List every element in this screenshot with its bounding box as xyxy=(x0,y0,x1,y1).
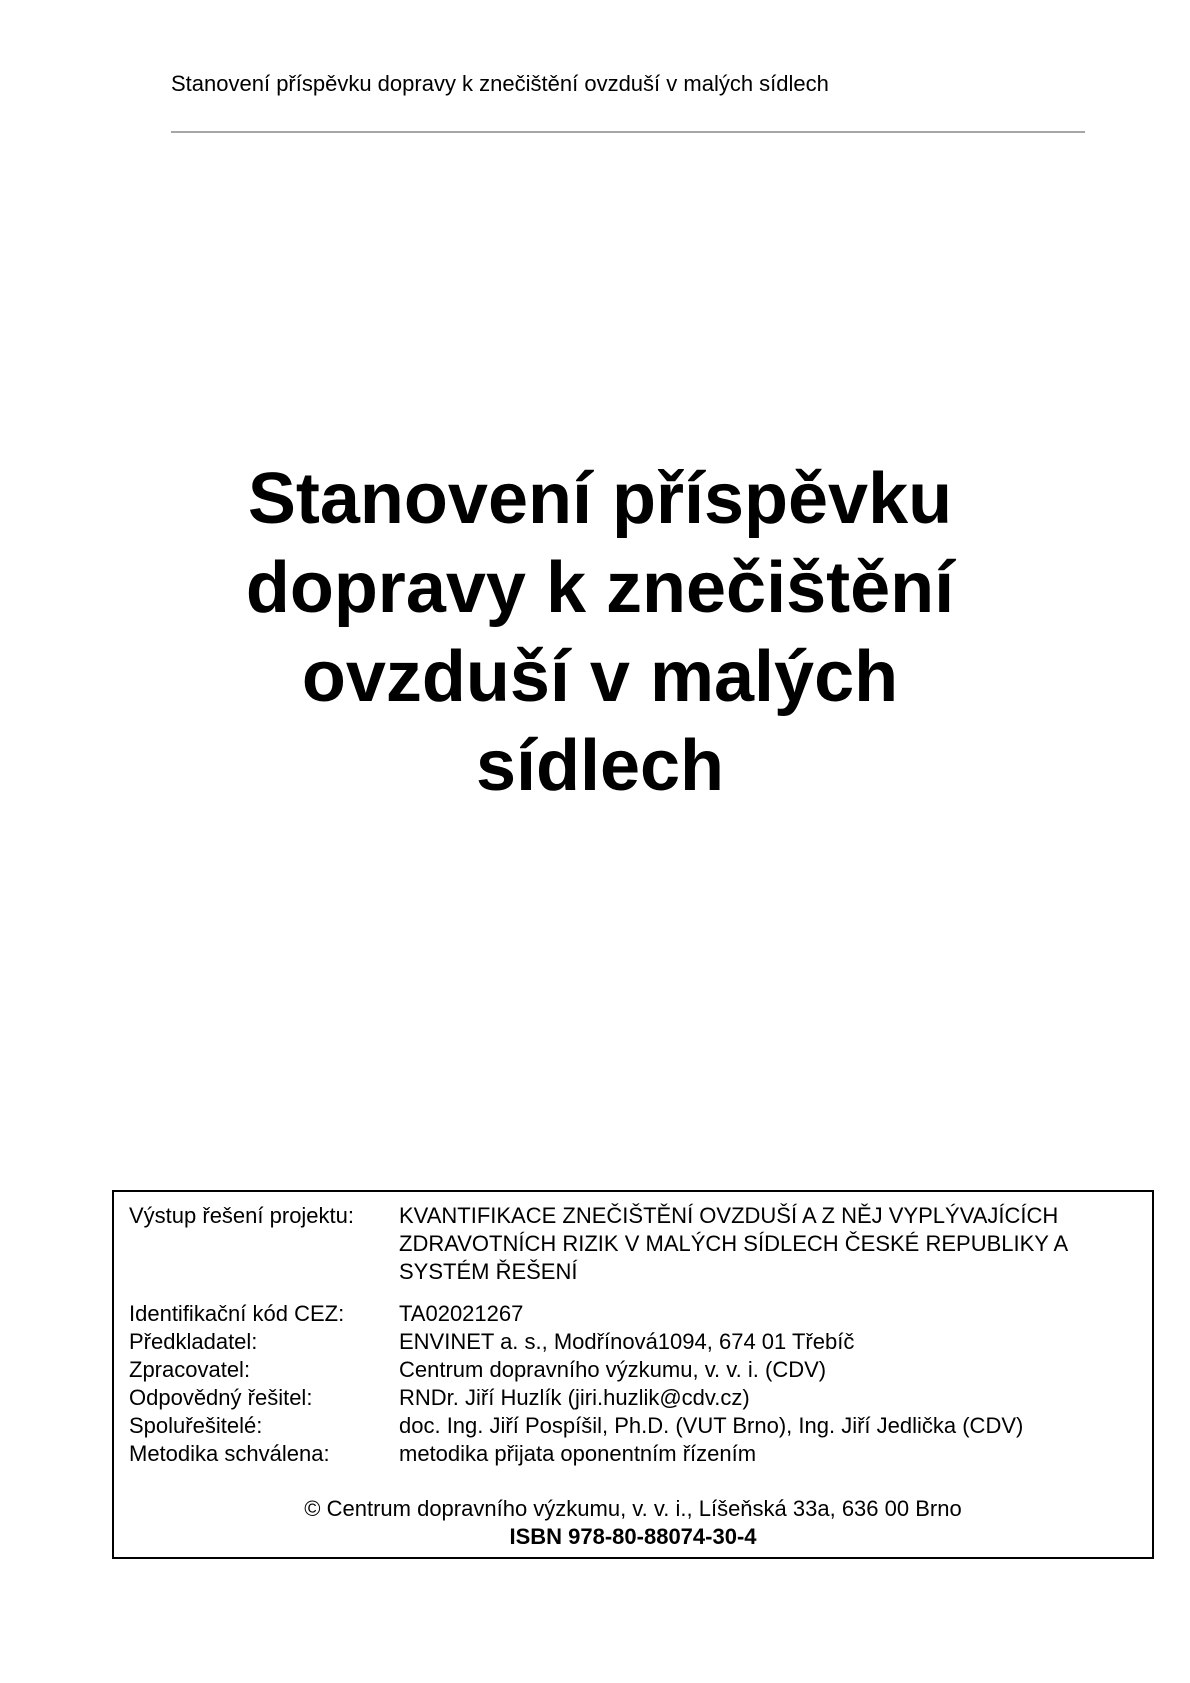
title-line-2: dopravy k znečištění xyxy=(245,548,955,628)
project-output-value xyxy=(399,1202,1068,1286)
isbn-line: ISBN 978-80-88074-30-4 xyxy=(509,1524,757,1549)
processor-label: Zpracovatel: xyxy=(129,1357,251,1382)
lead-researcher-label: Odpovědný řešitel: xyxy=(129,1385,313,1410)
running-header: Stanovení příspěvku dopravy k znečištění ovzduší v malých sídlech xyxy=(171,71,829,96)
project-name-line-3: SYSTÉM ŘEŠENÍ xyxy=(399,1259,578,1284)
header-divider xyxy=(171,131,1085,133)
processor-value: Centrum dopravního výzkumu, v. v. i. (CDV) xyxy=(399,1357,827,1382)
lead-researcher-value: RNDr. Jiří Huzlík (jiri.huzlik@cdv.cz) xyxy=(399,1385,750,1410)
submitter-value: ENVINET a. s., Modřínová1094, 674 01 Třebíč xyxy=(399,1329,855,1354)
title-line-4: sídlech xyxy=(475,726,725,806)
project-name-line-1: KVANTIFIKACE ZNEČIŠTĚNÍ OVZDUŠÍ A Z NĚJ VYPLÝVAJÍCÍCH xyxy=(399,1203,1059,1228)
methodology-approved-value: metodika přijata oponentním řízením xyxy=(399,1441,757,1466)
title-line-3: ovzduší v malých xyxy=(301,637,899,717)
co-researchers-label: Spoluřešitelé: xyxy=(129,1413,263,1438)
co-researchers-value: doc. Ing. Jiří Pospíšil, Ph.D. (VUT Brno), Ing. Jiří Jedlička (CDV) xyxy=(399,1413,1024,1438)
project-info-box xyxy=(112,1190,1154,1559)
cez-code-value: TA02021267 xyxy=(399,1301,524,1326)
copyright-line: © Centrum dopravního výzkumu, v. v. i., Líšeňská 33a, 636 00 Brno xyxy=(304,1496,962,1521)
project-name-line-2: ZDRAVOTNÍCH RIZIK V MALÝCH SÍDLECH ČESKÉ REPUBLIKY A xyxy=(399,1231,1069,1256)
title-line-1: Stanovení příspěvku xyxy=(247,459,953,539)
project-output-label: Výstup řešení projektu: xyxy=(129,1203,355,1228)
methodology-approved-label: Metodika schválena: xyxy=(129,1441,330,1466)
document-title xyxy=(120,455,1080,811)
submitter-label: Předkladatel: xyxy=(129,1329,258,1354)
cez-code-label: Identifikační kód CEZ: xyxy=(129,1301,345,1326)
